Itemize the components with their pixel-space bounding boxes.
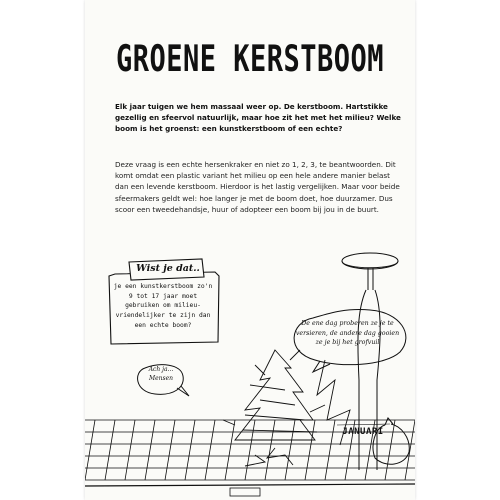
body-paragraph: Deze vraag is een echte hersenkraker en niet zo 1, 2, 3, te beantwoorden. Dit komt omdat een plastic variant het milieu op een hele andere manier belast dan een levende kerstboom. Hierdoor is het lastig vergelijken. Maar voor beide sfeermakers geldt wel: hoe langer je met de boom doet, hoe duurzamer. Dus scoor een tweedehandsje, huur of adopteer een boom bij jou in de buurt. <box>115 160 400 214</box>
speech-bubble-right-text: De ene dag proberen ze je te versieren, de andere dag gooien ze je bij het grofvuil <box>295 320 400 347</box>
januari-sign <box>337 424 390 425</box>
januari-sign-text: JANUARI <box>342 427 384 437</box>
wist-je-dat-title: Wist je dat.. <box>136 263 200 274</box>
intro-paragraph: Elk jaar tuigen we hem massaal weer op. De kerstboom. Hartstikke gezellig en sfeervol natuurlijk, maar hoe zit het met het milieu? Welke boom is het groenst: een kunstkerstboom of een echte? <box>115 102 401 134</box>
page-title: GROENE KERSTBOOM <box>115 38 385 81</box>
magazine-page <box>85 0 415 500</box>
street-lamp <box>342 253 398 470</box>
wist-je-dat-text: je een kunstkerstboom zo'n 9 tot 17 jaar moet gebruiken om milieu-vriendelijker te zijn dan een echte boom? <box>113 283 213 329</box>
speech-bubble-left-text: Ach ja... Mensen <box>148 366 174 382</box>
christmas-tree <box>223 350 350 466</box>
